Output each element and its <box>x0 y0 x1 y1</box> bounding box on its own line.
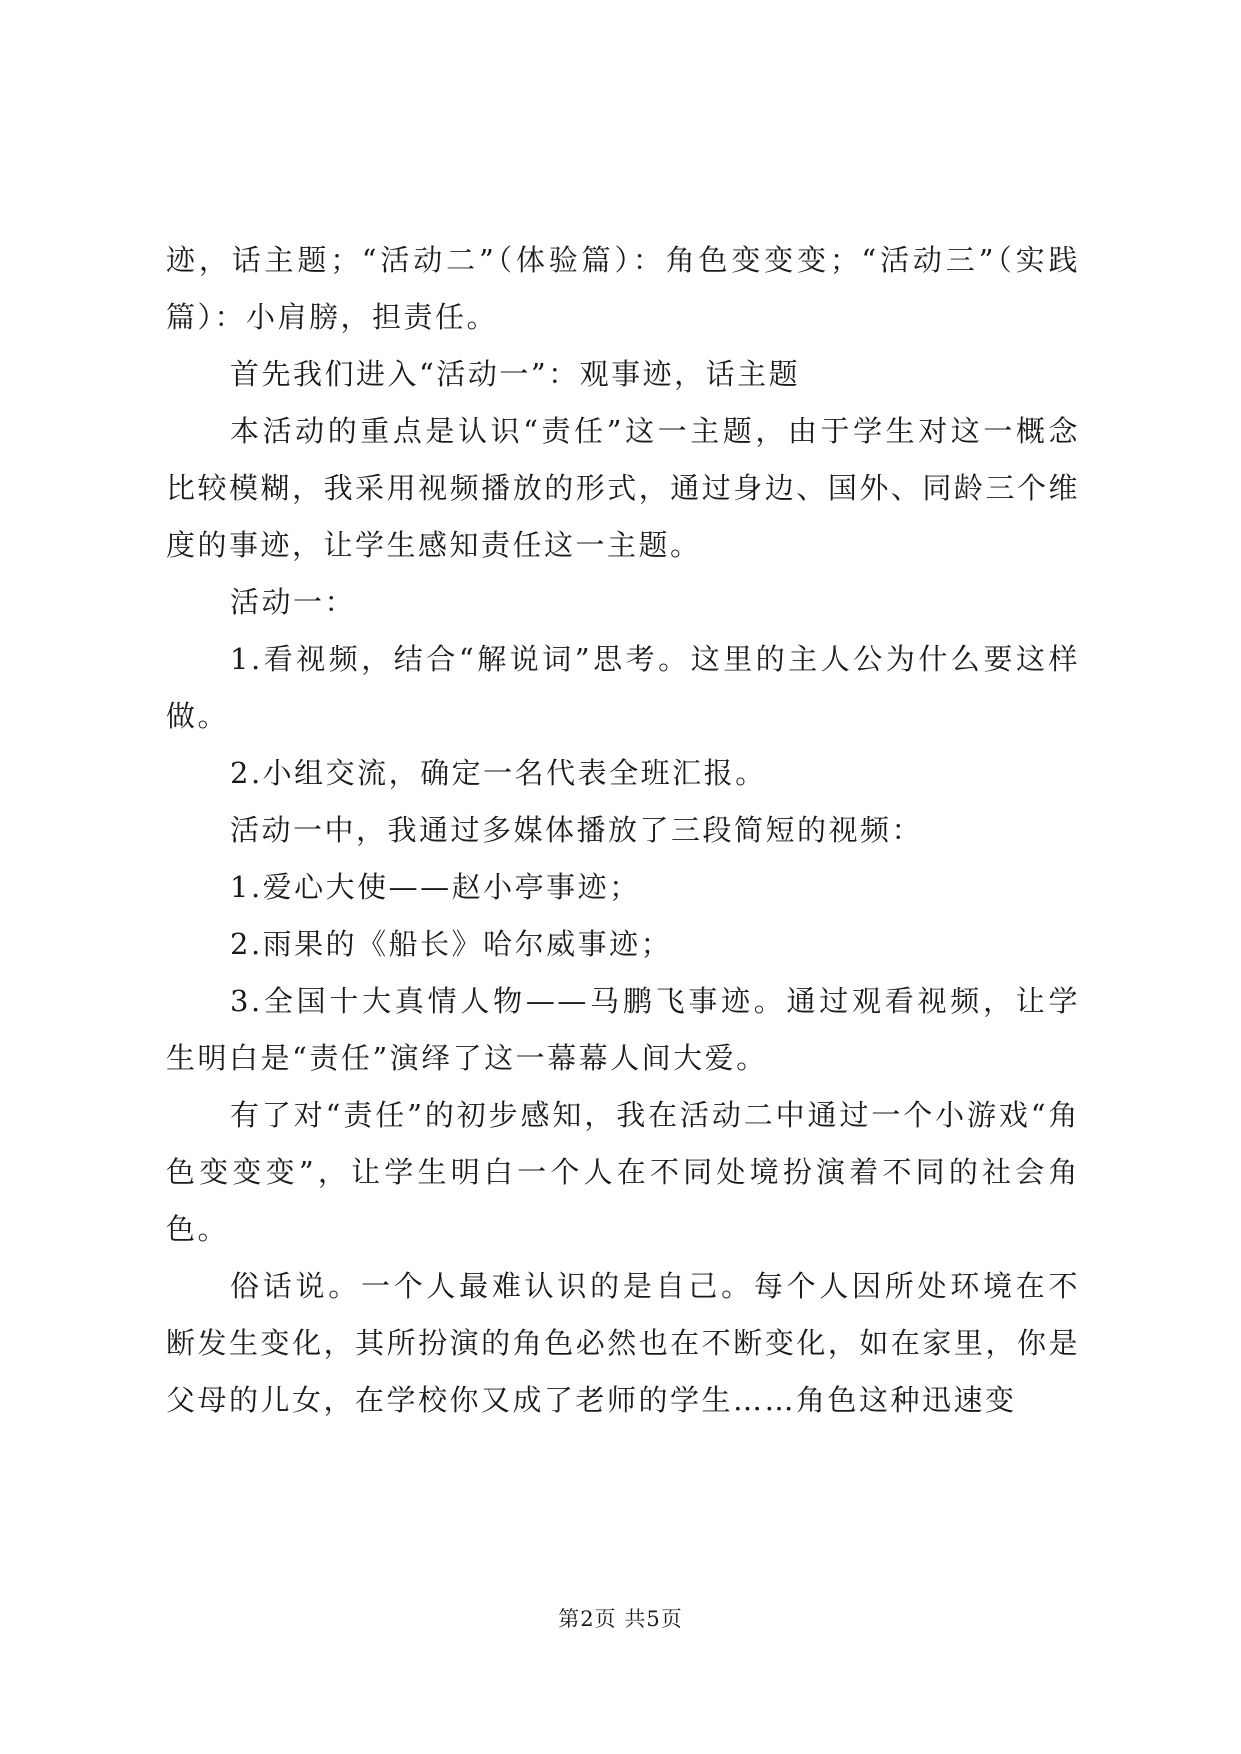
page-footer: 第2页 共5页 <box>558 1607 683 1631</box>
paragraph-7: 活动一中，我通过多媒体播放了三段简短的视频： <box>230 813 924 847</box>
paragraph-2: 首先我们进入“活动一”：观事迹，话主题 <box>230 357 801 391</box>
paragraph-10: 3.全国十大真情人物——马鹏飞事迹。通过观看视频，让学生明白是“责任”演绎了这一幕幕人间大爱。 <box>166 984 1080 1075</box>
paragraph-11: 有了对“责任”的初步感知，我在活动二中通过一个小游戏“角色变变变”，让学生明白一个人在不同处境扮演着不同的社会角色。 <box>166 1098 1080 1246</box>
paragraph-1: 迹，话主题；“活动二”（体验篇）：角色变变变；“活动三”（实践篇）：小肩膀，担责任。 <box>166 243 1080 334</box>
paragraph-6: 2.小组交流，确定一名代表全班汇报。 <box>230 756 767 790</box>
paragraph-4: 活动一： <box>230 585 357 619</box>
paragraph-12: 俗话说。一个人最难认识的是自己。每个人因所处环境在不断发生变化，其所扮演的角色必然也在不断变化，如在家里，你是父母的儿女，在学校你又成了老师的学生……角色这种迅速变 <box>166 1269 1080 1417</box>
paragraph-9: 2.雨果的《船长》哈尔威事迹； <box>230 927 673 961</box>
paragraph-5: 1.看视频，结合“解说词”思考。这里的主人公为什么要这样做。 <box>166 642 1080 733</box>
paragraph-8: 1.爱心大使——赵小亭事迹； <box>230 870 641 904</box>
paragraph-3: 本活动的重点是认识“责任”这一主题，由于学生对这一概念比较模糊，我采用视频播放的形式，通过身边、国外、同龄三个维度的事迹，让学生感知责任这一主题。 <box>166 414 1080 562</box>
document-body <box>166 232 1080 1429</box>
